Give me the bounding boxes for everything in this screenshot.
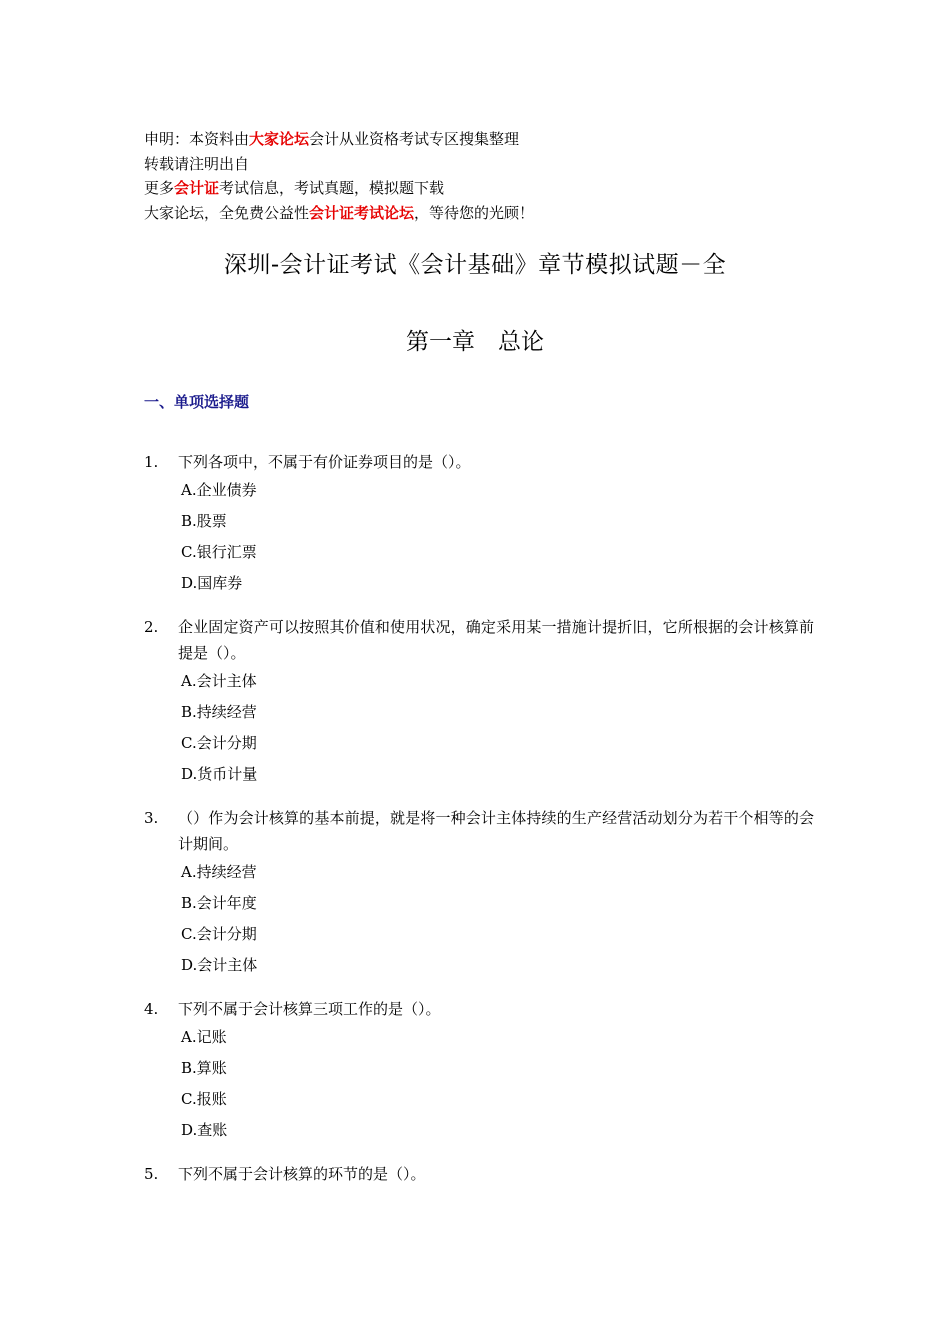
question-text: 下列各项中，不属于有价证券项目的是（）。: [178, 453, 471, 471]
question-number: 2.: [144, 618, 159, 636]
answer-option: B.算账: [181, 1059, 227, 1077]
header-text: 考试信息，考试真题，模拟题下载: [219, 179, 445, 197]
header-text: ，等待您的光顾！: [414, 203, 535, 222]
header-text: 会计从业资格考试专区搜集整理: [309, 130, 520, 148]
question-number: 1.: [144, 453, 159, 471]
highlight-text: 大家论坛: [249, 130, 310, 148]
question-text: 下列不属于会计核算的环节的是（）。: [178, 1165, 426, 1183]
chapter-heading: 第一章 总论: [406, 329, 544, 355]
question-text: 企业固定资产可以按照其价值和使用状况，确定采用某一措施计提折旧，它所根据的会计核算前提是（）。: [178, 618, 814, 662]
header-text: 更多: [144, 179, 175, 197]
question-item: [144, 614, 814, 790]
answer-option: A.记账: [181, 1028, 227, 1046]
question-item: [144, 996, 814, 1146]
answer-option: C.报账: [181, 1090, 227, 1108]
header-line: [144, 176, 534, 201]
question-item: [144, 1161, 814, 1187]
disclaimer-header: [144, 127, 534, 225]
header-text: 大家论坛，全免费公益性: [144, 203, 310, 222]
answer-option: B.会计年度: [181, 894, 257, 912]
question-number: 4.: [144, 1000, 159, 1018]
answer-option: A.企业债券: [181, 481, 257, 499]
question-list: [144, 449, 814, 1202]
header-text: 申明：本资料由: [144, 130, 250, 148]
answer-option: D.查账: [181, 1121, 228, 1139]
answer-option: B.持续经营: [181, 703, 257, 721]
question-item: [144, 449, 814, 599]
header-line: [144, 201, 534, 226]
question-number: 3.: [144, 809, 159, 827]
question-item: [144, 805, 814, 981]
document-title: 深圳-会计证考试《会计基础》章节模拟试题－全: [223, 252, 727, 278]
header-text: 转载请注明出自: [144, 154, 250, 173]
highlight-text: 会计证: [174, 179, 220, 197]
answer-option: C.会计分期: [181, 734, 257, 752]
answer-option: A.会计主体: [181, 672, 257, 690]
question-text: 下列不属于会计核算三项工作的是（）。: [178, 1000, 441, 1018]
answer-option: D.国库券: [181, 574, 243, 592]
question-text: （）作为会计核算的基本前提，就是将一种会计主体持续的生产经营活动划分为若干个相等的会计期间。: [178, 809, 814, 853]
answer-option: C.银行汇票: [181, 543, 257, 561]
header-line: [144, 127, 534, 152]
question-number: 5.: [144, 1165, 159, 1183]
answer-option: C.会计分期: [181, 925, 257, 943]
answer-option: D.会计主体: [181, 956, 258, 974]
answer-option: B.股票: [181, 512, 227, 530]
highlight-text: 会计证考试论坛: [309, 203, 415, 222]
answer-option: D.货币计量: [181, 765, 258, 783]
section-heading: 一、单项选择题: [144, 393, 250, 411]
header-line: [144, 152, 534, 177]
answer-option: A.持续经营: [181, 863, 257, 881]
